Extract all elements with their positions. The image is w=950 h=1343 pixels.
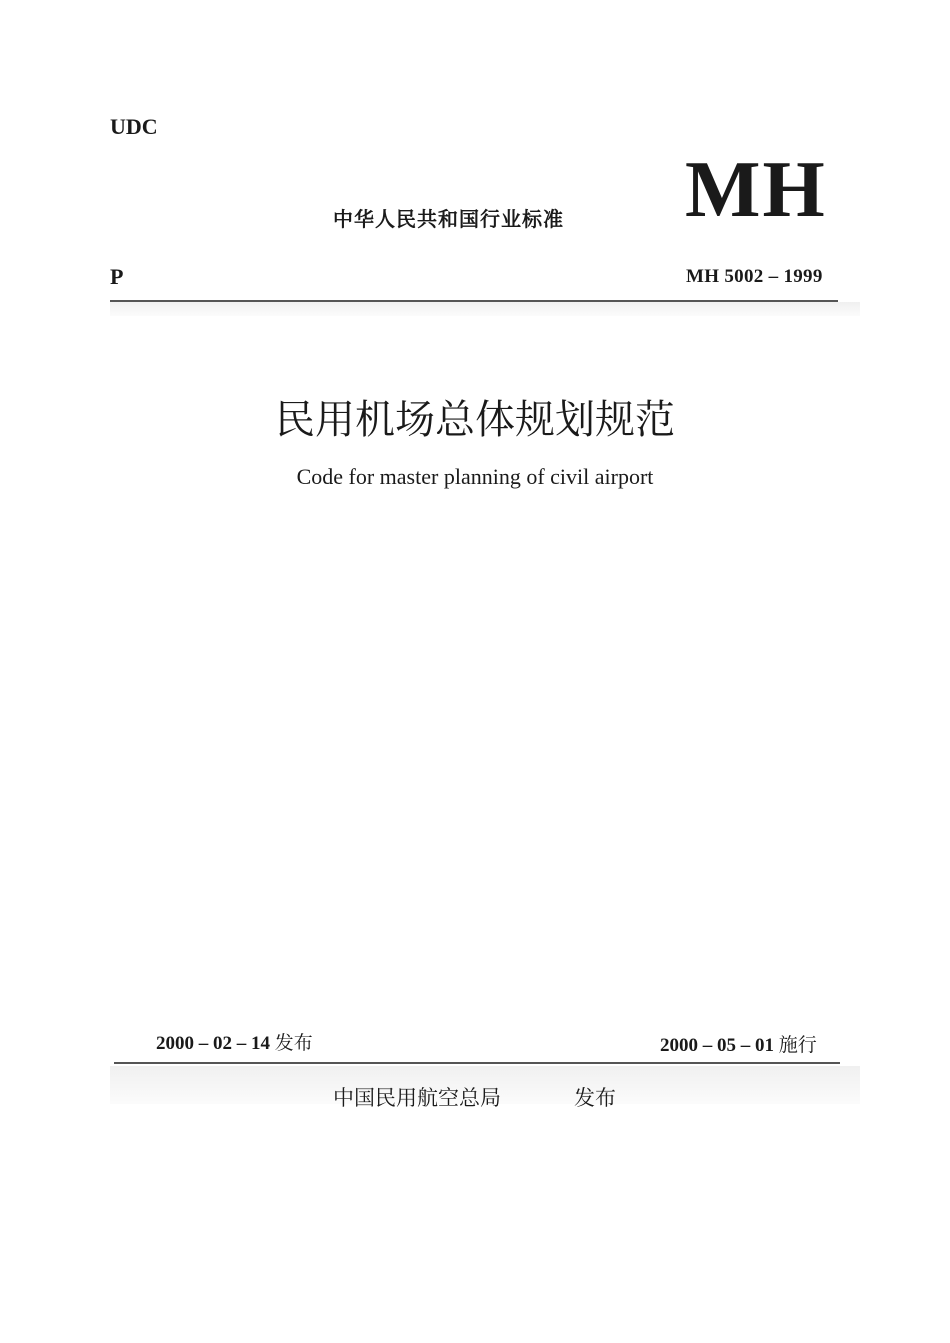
document-title-english: Code for master planning of civil airport xyxy=(296,464,654,489)
effective-date-line xyxy=(660,1030,817,1057)
issue-date: 2000 – 02 – 14 xyxy=(156,1033,270,1054)
issue-date-line xyxy=(156,1028,313,1055)
issue-label: 发布 xyxy=(274,1032,313,1054)
top-divider xyxy=(110,300,838,302)
standard-category: 中华人民共和国行业标准 xyxy=(333,207,564,231)
document-title-chinese: 民用机场总体规划规范 xyxy=(275,397,675,443)
effective-date: 2000 – 05 – 01 xyxy=(660,1035,774,1056)
standard-number: MH 5002 – 1999 xyxy=(686,266,823,287)
issuing-authority: 中国民用航空总局 xyxy=(333,1086,501,1110)
bottom-divider xyxy=(114,1062,840,1064)
classification-code: P xyxy=(110,264,124,289)
top-rule-shadow xyxy=(110,302,860,316)
issuing-action: 发布 xyxy=(574,1086,616,1110)
udc-label: UDC xyxy=(110,114,158,139)
effective-label: 施行 xyxy=(778,1034,817,1056)
standard-mark: MH xyxy=(685,146,827,234)
